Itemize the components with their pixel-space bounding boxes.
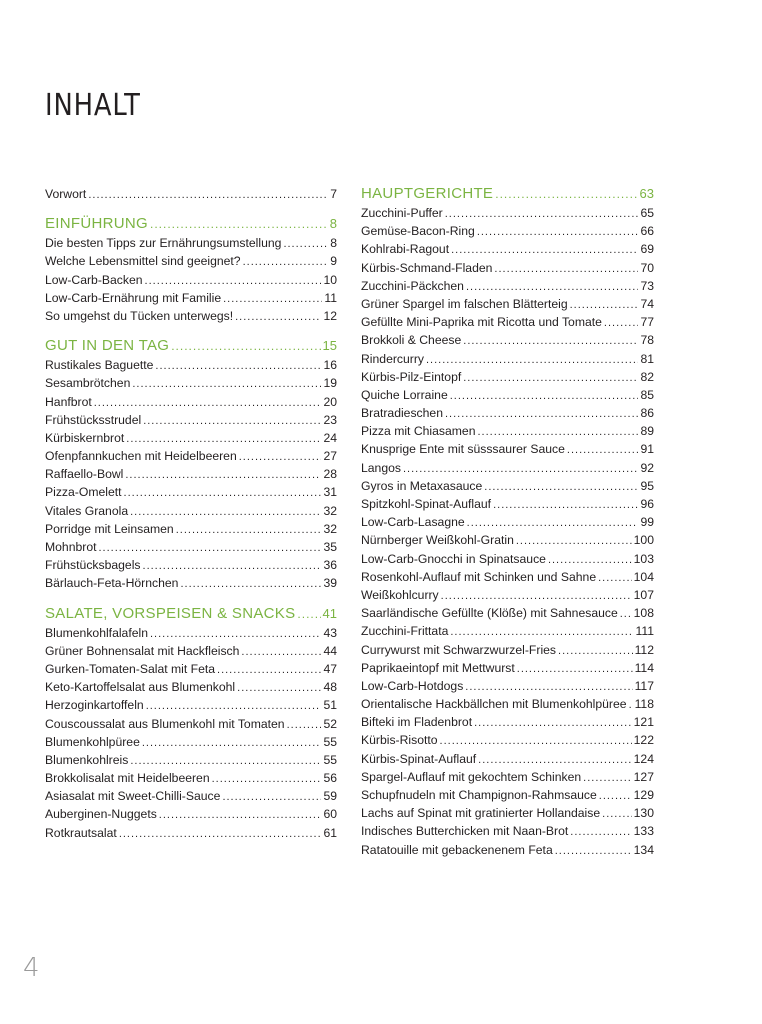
entry-page-number: 85 [640,387,654,402]
page-title: INHALT [45,88,141,123]
dot-leader [124,484,322,502]
toc-entry [45,374,337,392]
toc-entry [361,240,654,258]
toc-entry [361,568,654,586]
entry-title: Herzoginkartoffeln [45,698,144,713]
toc-entry [361,659,654,677]
dot-leader [493,496,638,514]
dot-leader [629,696,633,714]
entry-page-number: 55 [323,752,337,767]
toc-entry [361,277,654,295]
dot-leader [130,752,321,770]
dot-leader [126,430,321,448]
entry-title: Frühstücksstrudel [45,412,142,427]
entry-title: Blumenkohlfalafeln [45,625,148,640]
entry-page-number: 27 [323,449,337,464]
toc-entry [361,259,654,277]
dot-leader [125,466,321,484]
dot-leader [602,805,632,823]
toc-entry [361,404,654,422]
toc-section-heading [361,184,654,204]
toc-entry [45,429,337,447]
entry-title: Sesambrötchen [45,376,131,391]
entry-page-number: 77 [640,315,654,330]
entry-page-number: 127 [633,769,654,784]
page-number: 4 [23,953,40,983]
entry-title: Raffaello-Bowl [45,467,124,482]
dot-leader [239,448,322,466]
entry-title: Bifteki im Fladenbrot [361,715,473,730]
entry-page-number: 66 [640,224,654,239]
toc-left-column [45,183,337,842]
dot-leader [241,643,321,661]
toc-entry [45,556,337,574]
toc-entry [45,252,337,270]
entry-page-number: 122 [633,733,654,748]
entry-page-number: 117 [634,678,654,693]
entry-page-number: 82 [640,369,654,384]
entry-title: Rindercurry [361,351,424,366]
toc-entry [45,733,337,751]
toc-entry [361,386,654,404]
entry-page-number: 69 [640,242,654,257]
entry-page-number: 130 [633,806,654,821]
dot-leader [451,241,638,259]
toc-entry [361,841,654,859]
entry-page-number: 92 [640,460,654,475]
entry-page-number: 43 [323,625,337,640]
entry-title: Low-Carb-Lasagne [361,515,465,530]
dot-leader [555,842,632,860]
entry-title: Zucchini-Päckchen [361,278,464,293]
section-page-number: 63 [639,186,654,201]
toc-entry [45,624,337,642]
toc-entry [361,313,654,331]
dot-leader [445,205,639,223]
toc-entry [45,805,337,823]
toc-entry [45,696,337,714]
dot-leader [403,460,638,478]
toc-entry [361,695,654,713]
toc-entry [45,356,337,374]
entry-title: Spitzkohl-Spinat-Auflauf [361,497,492,511]
dot-leader [283,235,328,253]
dot-leader [463,369,638,387]
entry-title: Couscoussalat aus Blumenkohl mit Tomaten [45,716,285,731]
toc-entry [361,222,654,240]
entry-title: Grüner Bohnensalat mit Hackfleisch [45,643,240,658]
dot-leader [287,716,322,734]
entry-title: Gyros in Metaxasauce [361,478,483,493]
toc-section-heading [45,336,337,356]
dot-leader [145,272,322,290]
entry-page-number: 103 [633,551,654,566]
toc-entry [361,641,654,659]
entry-title: Asiasalat mit Sweet-Chilli-Sauce [45,789,221,804]
entry-title: So umgehst du Tücken unterwegs! [45,308,234,323]
entry-page-number: 114 [634,660,654,675]
toc-entry [45,483,337,501]
entry-page-number: 59 [323,789,337,804]
toc-entry [45,538,337,556]
toc-entry [361,804,654,822]
dot-leader [441,587,632,605]
section-title: HAUPTGERICHTE [361,185,494,202]
toc-entry [45,574,337,592]
toc-entry [361,713,654,731]
entry-title: Orientalische Hackbällchen mit Blumenkohlpüree [361,697,627,712]
entry-title: Kürbis-Pilz-Eintopf [361,369,462,384]
toc-entry [45,271,337,289]
entry-title: Mohnbrot [45,540,97,554]
dot-leader [620,605,632,623]
entry-page-number: 7 [330,187,337,201]
toc-entry [45,751,337,769]
toc-entry [45,411,337,429]
entry-title: Bärlauch-Feta-Hörnchen [45,576,179,591]
toc-entry [45,660,337,678]
dot-leader [237,679,321,697]
entry-page-number: 31 [323,485,337,500]
dot-leader [558,642,633,660]
toc-entry [361,550,654,568]
entry-page-number: 100 [633,533,654,548]
entry-page-number: 47 [323,661,337,676]
toc-right-column [361,183,654,859]
entry-page-number: 60 [323,807,337,822]
dot-leader [132,375,321,393]
dot-leader [477,223,639,241]
entry-title: Frühstücksbagels [45,558,141,573]
toc-entry [45,678,337,696]
toc-entry [361,531,654,549]
dot-leader [548,551,632,569]
dot-leader [445,405,638,423]
entry-title: Kürbis-Risotto [361,733,438,748]
entry-page-number: 95 [640,478,654,493]
dot-leader [119,825,322,843]
dot-leader [297,604,320,624]
entry-title: Bratradieschen [361,406,443,421]
entry-page-number: 36 [323,558,337,573]
dot-leader [223,290,322,308]
entry-page-number: 19 [323,376,337,391]
entry-page-number: 65 [640,206,654,220]
dot-leader [567,441,639,459]
dot-leader [599,787,632,805]
entry-page-number: 32 [323,503,337,518]
toc-entry [361,768,654,786]
entry-page-number: 52 [323,716,337,731]
entry-title: Blumenkohlreis [45,752,129,767]
entry-page-number: 20 [323,394,337,409]
entry-page-number: 48 [323,680,337,695]
entry-title: Spargel-Auflauf mit gekochtem Schinken [361,769,582,784]
entry-title: Vitales Granola [45,503,129,518]
entry-title: Gefüllte Mini-Paprika mit Ricotta und Tomate [361,315,602,330]
entry-page-number: 11 [324,290,337,305]
section-title: GUT IN DEN TAG [45,337,170,355]
entry-title: Low-Carb-Hotdogs [361,678,464,693]
dot-leader [142,734,322,752]
entry-title: Die besten Tipps zur Ernährungsumstellung [45,236,282,251]
entry-page-number: 134 [633,842,654,857]
entry-page-number: 70 [640,260,654,275]
entry-title: Saarländische Gefüllte (Klöße) mit Sahnesauce [361,606,618,621]
entry-page-number: 73 [640,278,654,293]
entry-title: Quiche Lorraine [361,387,448,402]
dot-leader [146,697,322,715]
toc-entry [45,520,337,538]
entry-title: Grüner Spargel im falschen Blätterteig [361,296,568,311]
toc-section-heading [45,214,337,234]
toc-entry [361,459,654,477]
entry-title: Kürbiskernbrot [45,430,125,445]
toc-entry [45,465,337,483]
dot-leader [463,332,638,350]
dot-leader [494,260,638,278]
toc-section-heading [45,604,337,624]
dot-leader [467,514,639,532]
dot-leader [94,394,322,412]
entry-page-number: 61 [323,825,337,840]
dot-leader [517,660,633,678]
entry-title: Low-Carb-Ernährung mit Familie [45,290,222,305]
entry-page-number: 78 [640,333,654,348]
entry-title: Blumenkohlpüree [45,734,140,749]
entry-title: Nürnberger Weißkohl-Gratin [361,533,514,548]
entry-title: Zucchini-Frittata [361,624,449,639]
entry-title: Zucchini-Puffer [361,206,443,220]
dot-leader [516,532,632,550]
dot-leader [143,412,321,430]
entry-page-number: 107 [633,587,654,602]
dot-leader [159,806,322,824]
entry-title: Kohlrabi-Ragout [361,242,450,257]
entry-page-number: 39 [323,576,337,591]
entry-title: Kürbis-Spinat-Auflauf [361,751,477,766]
entry-page-number: 133 [633,824,654,839]
entry-page-number: 104 [633,569,654,584]
entry-title: Gemüse-Bacon-Ring [361,224,475,239]
entry-title: Low-Carb-Backen [45,272,143,287]
entry-title: Welche Lebensmittel sind geeignet? [45,254,241,269]
entry-title: Ratatouille mit gebackenenem Feta [361,842,553,857]
toc-entry [361,368,654,386]
entry-page-number: 51 [323,698,337,713]
toc-entry [361,204,654,222]
entry-page-number: 99 [640,515,654,530]
dot-leader [450,623,633,641]
toc-entry [361,440,654,458]
toc-entry [45,715,337,733]
entry-page-number: 55 [323,734,337,749]
entry-title: Pizza-Omelett [45,485,122,500]
toc-entry [361,604,654,622]
dot-leader [212,770,322,788]
entry-page-number: 23 [323,412,337,427]
entry-title: Vorwort [45,187,87,201]
toc-entry [361,750,654,768]
entry-title: Weißkohlcurry [361,587,439,602]
entry-page-number: 56 [323,771,337,786]
dot-leader [583,769,631,787]
toc-entry [45,787,337,805]
entry-title: Pizza mit Chiasamen [361,424,476,439]
toc-entry [361,350,654,368]
toc-entry [361,495,654,513]
toc-entry [361,422,654,440]
dot-leader [155,357,321,375]
toc-entry [45,393,337,411]
entry-title: Langos [361,460,401,475]
toc-entry [45,234,337,252]
toc-entry [45,642,337,660]
dot-leader [150,625,321,643]
dot-leader [243,253,329,271]
entry-title: Lachs auf Spinat mit gratinierter Hollandaise [361,806,601,821]
dot-leader [466,278,638,296]
entry-page-number: 111 [635,624,654,639]
toc-entry [45,447,337,465]
entry-page-number: 74 [640,296,654,311]
dot-leader [450,387,639,405]
toc-entry [45,824,337,842]
entry-title: Keto-Kartoffelsalat aus Blumenkohl [45,680,236,695]
entry-title: Brokkolisalat mit Heidelbeeren [45,771,210,786]
entry-page-number: 16 [323,358,337,373]
entry-page-number: 86 [640,406,654,421]
dot-leader [440,732,632,750]
toc-entry [45,769,337,787]
section-page-number: 8 [329,216,337,232]
section-page-number: 41 [322,605,337,621]
dot-leader [570,296,639,314]
entry-page-number: 32 [323,521,337,536]
entry-page-number: 89 [640,424,654,439]
dot-leader [130,503,321,521]
entry-title: Auberginen-Nuggets [45,807,157,822]
dot-leader [217,661,321,679]
toc-entry [45,289,337,307]
dot-leader [235,308,321,326]
entry-title: Ofenpfannkuchen mit Heidelbeeren [45,449,237,464]
entry-title: Hanfbrot [45,394,92,409]
entry-title: Brokkoli & Cheese [361,333,462,348]
toc-entry [361,786,654,804]
entry-page-number: 124 [633,751,654,766]
entry-page-number: 28 [323,467,337,482]
toc-entry [45,502,337,520]
toc-entry [361,586,654,604]
section-page-number: 15 [322,338,337,354]
entry-page-number: 108 [633,606,654,621]
entry-page-number: 24 [323,430,337,445]
dot-leader [222,788,321,806]
entry-page-number: 121 [633,715,654,730]
dot-leader [176,521,322,539]
entry-title: Indisches Butterchicken mit Naan-Brot [361,824,569,839]
entry-page-number: 8 [330,236,337,251]
toc-entry [361,677,654,695]
dot-leader [426,351,638,369]
dot-leader [604,314,639,332]
entry-title: Rosenkohl-Auflauf mit Schinken und Sahne [361,569,597,584]
entry-title: Kürbis-Schmand-Fladen [361,260,493,275]
entry-page-number: 81 [640,351,654,366]
toc-entry [361,822,654,840]
entry-page-number: 118 [634,697,654,712]
dot-leader [180,575,321,593]
dot-leader [150,214,328,234]
entry-page-number: 10 [323,272,337,287]
section-title: SALATE, VORSPEISEN & SNACKS [45,604,296,622]
dot-leader [598,569,632,587]
entry-title: Rustikales Baguette [45,358,154,373]
entry-page-number: 44 [323,643,337,658]
toc-entry [361,622,654,640]
entry-title: Paprikaeintopf mit Mettwurst [361,660,515,675]
toc-entry [45,185,337,203]
entry-title: Porridge mit Leinsamen [45,521,174,536]
entry-page-number: 96 [640,497,654,511]
entry-page-number: 112 [634,642,654,657]
dot-leader [171,336,320,356]
entry-title: Schupfnudeln mit Champignon-Rahmsauce [361,788,597,802]
dot-leader [570,823,631,841]
toc-entry [361,731,654,749]
entry-title: Rotkrautsalat [45,825,117,840]
toc-entry [361,331,654,349]
entry-page-number: 12 [323,308,337,323]
entry-page-number: 129 [633,788,654,802]
entry-title: Knusprige Ente mit süsssaurer Sauce [361,442,565,457]
dot-leader [484,478,638,496]
dot-leader [465,678,632,696]
toc-entry [361,477,654,495]
dot-leader [477,423,638,441]
entry-page-number: 91 [640,442,654,457]
dot-leader [478,751,631,769]
dot-leader [99,539,322,557]
toc-entry [45,307,337,325]
dot-leader [88,186,328,204]
toc-entry [361,513,654,531]
dot-leader [495,184,637,204]
entry-title: Gurken-Tomaten-Salat mit Feta [45,661,216,676]
entry-title: Currywurst mit Schwarzwurzel-Fries [361,642,557,657]
entry-page-number: 35 [323,540,337,554]
entry-title: Low-Carb-Gnocchi in Spinatsauce [361,551,546,566]
entry-page-number: 9 [330,254,337,269]
section-title: EINFÜHRUNG [45,215,148,233]
dot-leader [143,557,322,575]
toc-entry [361,295,654,313]
dot-leader [474,714,632,732]
